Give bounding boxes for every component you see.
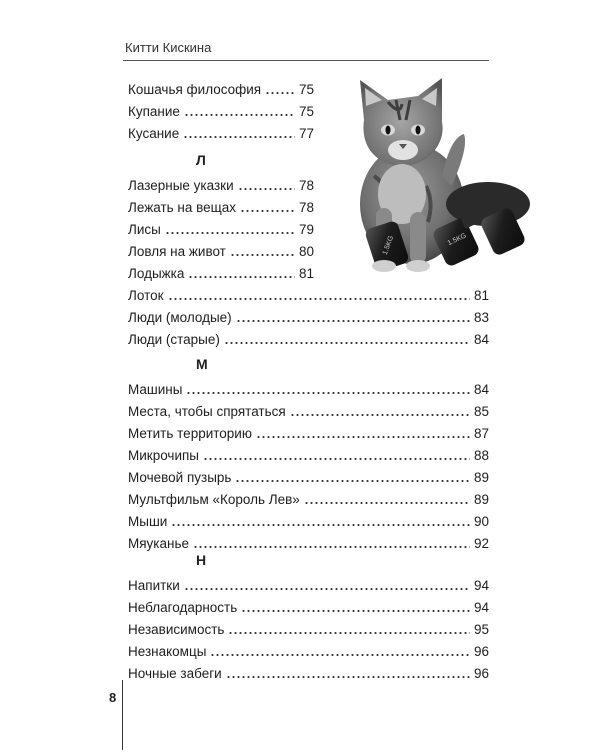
toc-entry-page: 85 <box>473 404 489 419</box>
toc-entry <box>128 444 489 464</box>
toc-entry-title: Кошачья философия <box>128 82 262 97</box>
cat-pupil <box>416 126 421 135</box>
dot-leader <box>203 449 470 461</box>
toc-entry-page: 75 <box>298 104 314 119</box>
toc-entry-title: Неблагодарность <box>128 600 238 615</box>
toc-entry-title: Кусание <box>128 126 180 141</box>
cat-pupil <box>386 126 391 135</box>
dot-leader <box>186 383 470 395</box>
toc-entry-title: Микрочипы <box>128 448 200 463</box>
toc-entry <box>128 306 489 326</box>
toc-entry <box>128 640 489 660</box>
toc-entry <box>128 466 489 486</box>
dot-leader <box>238 179 295 191</box>
toc-entry-page: 77 <box>298 126 314 141</box>
toc-entry-title: Люди (старые) <box>128 332 220 347</box>
cat-paw <box>372 260 396 272</box>
toc-entry <box>128 574 489 594</box>
toc-entry-title: Купание <box>128 104 180 119</box>
toc-entry <box>128 100 314 120</box>
dot-leader <box>193 537 470 549</box>
section-letter: Л <box>196 152 206 168</box>
toc-entry-page: 78 <box>298 200 314 215</box>
toc-entry-page: 89 <box>473 492 489 507</box>
cat-leg <box>410 212 426 264</box>
dumbbell-label: 1.5KG <box>446 232 468 248</box>
toc-entry <box>128 532 489 552</box>
toc-entry-page: 95 <box>473 622 489 637</box>
toc-entry <box>128 328 489 348</box>
dot-leader <box>165 223 295 235</box>
toc-entry <box>128 510 489 530</box>
toc-entry-page: 96 <box>473 666 489 681</box>
toc-entry <box>128 218 314 238</box>
toc-entry-page: 96 <box>473 644 489 659</box>
toc-entry-page: 80 <box>298 244 314 259</box>
toc-entry-title: Лодыжка <box>128 266 185 281</box>
toc-entry-title: Люди (молодые) <box>128 310 232 325</box>
toc-entry-title: Независимость <box>128 622 225 637</box>
dot-leader <box>304 493 470 505</box>
toc-entry <box>128 378 489 398</box>
toc-entry <box>128 422 489 442</box>
dot-leader <box>171 515 470 527</box>
toc-entry-page: 90 <box>473 514 489 529</box>
toc-entry-title: Мяуканье <box>128 536 190 551</box>
toc-entry-title: Мыши <box>128 514 168 529</box>
dot-leader <box>265 83 295 95</box>
cat-muzzle <box>388 140 418 160</box>
toc-entry <box>128 400 489 420</box>
toc-entry-title: Ночные забеги <box>128 666 222 681</box>
toc-entry-page: 94 <box>473 578 489 593</box>
toc-entry-title: Лоток <box>128 288 164 303</box>
toc-entry-title: Мочевой пузырь <box>128 470 232 485</box>
cat-photo <box>330 76 536 276</box>
toc-entry-page: 83 <box>473 310 489 325</box>
toc-entry-title: Мультфильм «Король Лев» <box>128 492 300 507</box>
toc-entry <box>128 596 489 616</box>
folio-rule <box>122 680 123 750</box>
dot-leader <box>224 333 470 345</box>
toc-entry-page: 87 <box>473 426 489 441</box>
toc-entry-title: Напитки <box>128 578 180 593</box>
toc-entry <box>128 78 314 98</box>
toc-entry <box>128 662 489 682</box>
toc-entry-page: 75 <box>298 82 314 97</box>
toc-entry-page: 81 <box>298 266 314 281</box>
page-number: 8 <box>109 690 117 705</box>
toc-entry-title: Незнакомцы <box>128 644 207 659</box>
toc-entry-page: 79 <box>298 222 314 237</box>
header-rule <box>123 60 489 61</box>
toc-entry-page: 94 <box>473 600 489 615</box>
dumbbell-label: 1.5KG <box>381 234 396 256</box>
toc-entry-title: Места, чтобы спрятаться <box>128 404 286 419</box>
running-head: Китти Кискина <box>125 40 212 55</box>
toc-entry <box>128 284 489 304</box>
dot-leader <box>184 105 295 117</box>
toc-entry-page: 84 <box>473 332 489 347</box>
toc-entry <box>128 174 314 194</box>
toc-entry <box>128 240 314 260</box>
dot-leader <box>236 311 470 323</box>
cat-paw <box>406 260 430 272</box>
section-letter: М <box>196 356 208 372</box>
toc-entry-title: Лазерные указки <box>128 178 234 193</box>
dot-leader <box>188 267 295 279</box>
toc-entry-page: 92 <box>473 536 489 551</box>
dot-leader <box>290 405 470 417</box>
dot-leader <box>228 623 470 635</box>
toc-entry-page: 84 <box>473 382 489 397</box>
toc-entry-page: 78 <box>298 178 314 193</box>
dot-leader <box>184 579 470 591</box>
toc-entry-page: 89 <box>473 470 489 485</box>
toc-entry <box>128 262 314 282</box>
dot-leader <box>235 471 470 483</box>
toc-entry <box>128 618 489 638</box>
dot-leader <box>256 427 470 439</box>
dot-leader <box>240 201 295 213</box>
toc-entry-page: 81 <box>473 288 489 303</box>
section-letter: Н <box>196 552 207 568</box>
toc-entry <box>128 196 314 216</box>
toc-entry-title: Машины <box>128 382 183 397</box>
dot-leader <box>168 289 470 301</box>
dot-leader <box>210 645 470 657</box>
toc-entry-page: 88 <box>473 448 489 463</box>
dot-leader <box>226 667 470 679</box>
toc-entry-title: Метить территорию <box>128 426 252 441</box>
toc-entry <box>128 488 489 508</box>
dot-leader <box>241 601 470 613</box>
toc-entry-title: Лисы <box>128 222 161 237</box>
toc-entry-title: Ловля на живот <box>128 244 226 259</box>
dot-leader <box>230 245 295 257</box>
toc-entry <box>128 122 314 142</box>
dot-leader <box>183 127 295 139</box>
toc-entry-title: Лежать на вещах <box>128 200 237 215</box>
